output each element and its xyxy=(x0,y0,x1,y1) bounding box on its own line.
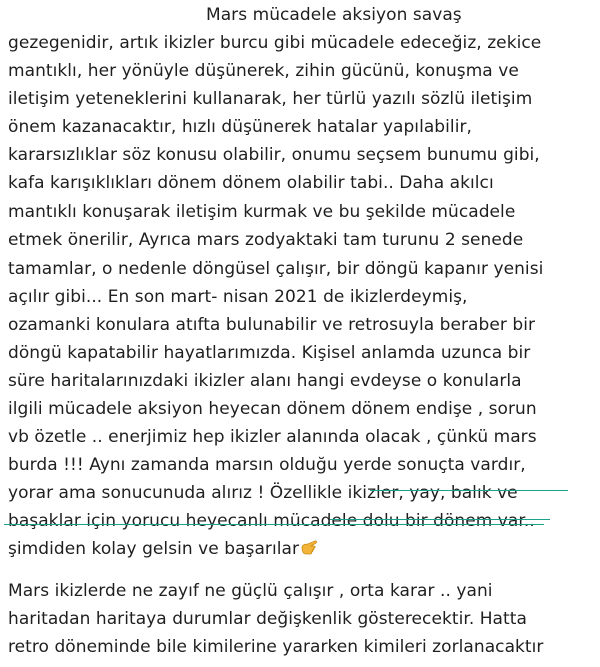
line-text: başaklar için yorucu heyecanlı mücadele dolu bir dönem var.. xyxy=(8,511,535,531)
paragraph2-line xyxy=(8,581,493,601)
paragraph1-line xyxy=(8,427,537,447)
paragraph1-line xyxy=(8,230,523,250)
paragraph1-line xyxy=(8,343,530,363)
paragraph1-line xyxy=(8,173,494,193)
highlight-underline-1 xyxy=(370,490,568,491)
line-text: Mars mücadele aksiyon savaş xyxy=(206,5,462,25)
paragraph1-line xyxy=(8,33,541,53)
paragraph1-line xyxy=(8,145,540,165)
line-text: yorar ama sonucunuda alırız ! Özellikle ikizler, yay, balık ve xyxy=(8,483,518,503)
line-text: gezegenidir, artık ikizler burcu gibi mücadele edeceğiz, zekice xyxy=(8,33,542,53)
line-text: mantıklı konuşarak iletişim kurmak ve bu şekilde mücadele xyxy=(8,202,516,222)
paragraph1-line xyxy=(206,5,462,25)
paragraph1-line xyxy=(8,287,468,307)
line-text: etmek önerilir, Ayrıca mars zodyaktaki tam turunu 2 senede xyxy=(8,230,524,250)
line-text: tamamlar, o nedenle döngüsel çalışır, bir döngü kapanır yenisi xyxy=(8,259,544,279)
line-text: Mars ikizlerde ne zayıf ne güçlü çalışır , orta karar .. yani xyxy=(8,581,493,601)
paragraph1-line xyxy=(8,259,543,279)
line-text: burda !!! Aynı zamanda marsın olduğu yerde sonuçta vardır, xyxy=(8,455,526,475)
paragraph1-line xyxy=(8,202,515,222)
highlight-underline-2-tail xyxy=(330,519,550,520)
paragraph2-line xyxy=(8,609,527,629)
paragraph1-line xyxy=(8,61,519,81)
paragraph1-line xyxy=(8,455,526,475)
line-text: haritadan haritaya durumlar değişkenlik gösterecektir. Hatta xyxy=(8,609,527,629)
line-text: süre haritalarınızdaki ikizler alanı hangi evdeyse o konularla xyxy=(8,371,522,391)
line-text: önem kazanacaktır, hızlı düşünerek hatalar yapılabilir, xyxy=(8,117,472,137)
line-text: ozamanki konulara atıfta bulunabilir ve retrosuyla beraber bir xyxy=(8,315,536,335)
line-text: ilgili mücadele aksiyon heyecan dönem dönem endişe , sorun xyxy=(8,399,537,419)
line-text: iletişim yeteneklerini kullanarak, her türlü yazılı sözlü iletişim xyxy=(8,89,533,109)
hand-pointing-emoji-icon xyxy=(300,539,318,557)
paragraph1-line xyxy=(8,539,318,559)
line-text: açılır gibi... En son mart- nisan 2021 de ikizlerdeymiş, xyxy=(8,287,468,307)
line-text: kararsızlıklar söz konusu olabilir, onumu seçsem bunumu gibi, xyxy=(8,145,540,165)
line-text: döngü kapatabilir hayatlarımızda. Kişisel anlamda uzunca bir xyxy=(8,343,531,363)
paragraph1-line xyxy=(8,89,532,109)
highlight-underline-2 xyxy=(4,524,544,525)
line-text: mantıklı, her yönüyle düşünerek, zihin gücünü, konuşma ve xyxy=(8,61,519,81)
paragraph1-line xyxy=(8,371,522,391)
line-text: kafa karışıklıkları dönem dönem olabilir tabi.. Daha akılcı xyxy=(8,173,494,193)
paragraph1-line xyxy=(8,399,537,419)
paragraph1-line xyxy=(8,511,535,531)
paragraph1-line xyxy=(8,117,472,137)
paragraph1-line xyxy=(8,483,518,503)
paragraph1-line xyxy=(8,315,535,335)
line-text: şimdiden kolay gelsin ve başarılar xyxy=(8,539,300,559)
paragraph2-line xyxy=(8,637,543,657)
line-text: retro döneminde bile kimilerine yararken kimileri zorlanacaktır xyxy=(8,637,544,657)
line-text: vb özetle .. enerjimiz hep ikizler alanında olacak , çünkü mars xyxy=(8,427,537,447)
